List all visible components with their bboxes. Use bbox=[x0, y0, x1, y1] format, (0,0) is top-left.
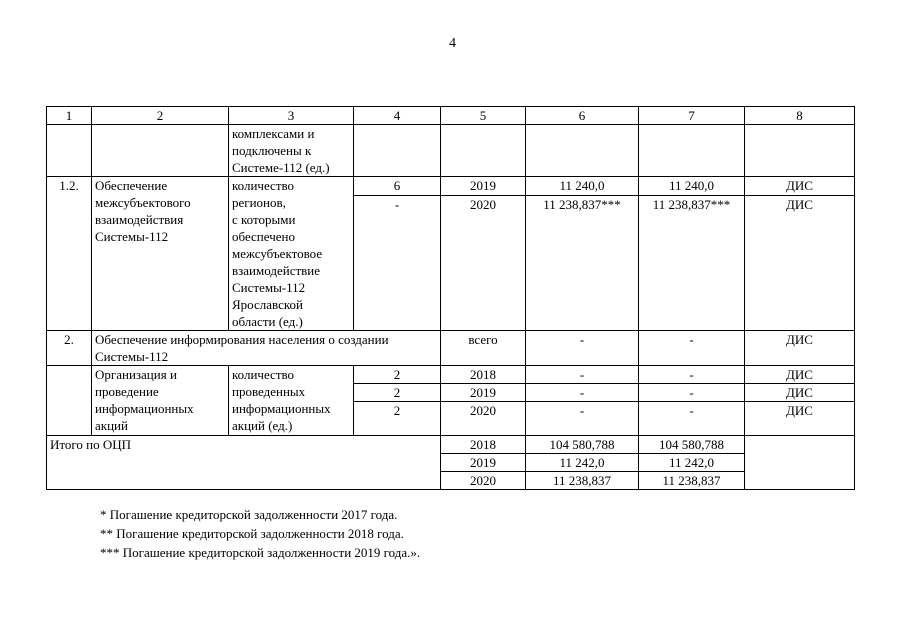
cell-empty bbox=[47, 366, 92, 436]
header-cell: 8 bbox=[745, 107, 855, 125]
sum-cell: 104 580,788 bbox=[639, 436, 745, 454]
year-cell: 2019 bbox=[441, 454, 526, 472]
value-cell: - bbox=[354, 196, 441, 331]
executor-cell: ДИС bbox=[745, 402, 855, 436]
cell-empty bbox=[745, 125, 855, 177]
header-cell: 1 bbox=[47, 107, 92, 125]
header-cell: 5 bbox=[441, 107, 526, 125]
footnote: *** Погашение кредиторской задолженности 2019 года.». bbox=[100, 545, 421, 560]
indicator-line: области (ед.) bbox=[232, 314, 303, 329]
year-cell: 2020 bbox=[441, 402, 526, 436]
header-cell: 3 bbox=[229, 107, 354, 125]
name-line: информационных bbox=[95, 401, 194, 416]
program-table bbox=[46, 106, 855, 490]
cell-empty bbox=[639, 125, 745, 177]
table-row bbox=[47, 177, 855, 196]
cell-empty bbox=[526, 125, 639, 177]
indicator-cell bbox=[229, 125, 354, 177]
indicator-line: Системы-112 bbox=[232, 280, 306, 295]
sum-cell: - bbox=[639, 331, 745, 366]
footnotes bbox=[100, 505, 420, 562]
sum-cell: 11 240,0 bbox=[639, 177, 745, 196]
name-line: взаимодействия bbox=[95, 212, 184, 227]
indicator-line: с которыми bbox=[232, 212, 296, 227]
indicator-line: Ярославской bbox=[232, 297, 303, 312]
value-cell: 2 bbox=[354, 402, 441, 436]
year-cell: 2018 bbox=[441, 366, 526, 384]
footnote: ** Погашение кредиторской задолженности 2018 года. bbox=[100, 526, 404, 541]
sum-cell: 104 580,788 bbox=[526, 436, 639, 454]
sum-cell: - bbox=[526, 402, 639, 436]
executor-cell: ДИС bbox=[745, 384, 855, 402]
header-cell: 2 bbox=[92, 107, 229, 125]
indicator-line: межсубъектовое bbox=[232, 246, 323, 261]
indicator-line: взаимодействие bbox=[232, 263, 321, 278]
activity-name bbox=[92, 177, 229, 331]
year-cell: 2018 bbox=[441, 436, 526, 454]
continuation-row bbox=[47, 125, 855, 177]
sum-cell: - bbox=[526, 366, 639, 384]
sum-cell: - bbox=[526, 384, 639, 402]
year-cell: 2019 bbox=[441, 384, 526, 402]
total-row bbox=[47, 436, 855, 454]
indicator-line: регионов, bbox=[232, 195, 286, 210]
header-cell: 4 bbox=[354, 107, 441, 125]
sum-cell: - bbox=[639, 384, 745, 402]
footnote: * Погашение кредиторской задолженности 2017 года. bbox=[100, 507, 398, 522]
cell-empty bbox=[47, 125, 92, 177]
sum-cell: 11 238,837 bbox=[526, 472, 639, 490]
header-cell: 6 bbox=[526, 107, 639, 125]
name-line: акций bbox=[95, 418, 128, 433]
header-cell: 7 bbox=[639, 107, 745, 125]
cell-empty bbox=[745, 436, 855, 490]
year-cell: 2020 bbox=[441, 472, 526, 490]
sum-cell: 11 240,0 bbox=[526, 177, 639, 196]
table-row bbox=[47, 366, 855, 384]
header-row bbox=[47, 107, 855, 125]
sum-cell: 11 238,837*** bbox=[526, 196, 639, 331]
value-cell: 6 bbox=[354, 177, 441, 196]
total-label: Итого по ОЦП bbox=[47, 436, 441, 490]
indicator-line: комплексами и bbox=[232, 126, 315, 141]
name-line: межсубъектового bbox=[95, 195, 191, 210]
year-cell: 2020 bbox=[441, 196, 526, 331]
name-line: проведение bbox=[95, 384, 159, 399]
indicator-line: информационных bbox=[232, 401, 331, 416]
name-line: Организация и bbox=[95, 367, 177, 382]
row-number: 1.2. bbox=[47, 177, 92, 331]
sum-cell: 11 242,0 bbox=[526, 454, 639, 472]
name-line: Обеспечение bbox=[95, 178, 168, 193]
activity-name bbox=[92, 331, 441, 366]
sum-cell: 11 242,0 bbox=[639, 454, 745, 472]
sum-cell: - bbox=[526, 331, 639, 366]
page-number: 4 bbox=[449, 36, 456, 51]
sum-cell: - bbox=[639, 402, 745, 436]
sum-cell: - bbox=[639, 366, 745, 384]
indicator-cell bbox=[229, 177, 354, 331]
indicator-line: Системе-112 (ед.) bbox=[232, 160, 330, 175]
indicator-line: количество bbox=[232, 178, 295, 193]
name-line: Системы-112 bbox=[95, 229, 169, 244]
indicator-line: подключены к bbox=[232, 143, 312, 158]
sum-cell: 11 238,837*** bbox=[639, 196, 745, 331]
table-row bbox=[47, 331, 855, 366]
cell-empty bbox=[92, 125, 229, 177]
row-number: 2. bbox=[47, 331, 92, 366]
cell-empty bbox=[354, 125, 441, 177]
executor-cell: ДИС bbox=[745, 177, 855, 196]
executor-cell: ДИС bbox=[745, 196, 855, 331]
value-cell: 2 bbox=[354, 384, 441, 402]
year-cell: 2019 bbox=[441, 177, 526, 196]
name-line: Системы-112 bbox=[95, 349, 169, 364]
indicator-line: проведенных bbox=[232, 384, 306, 399]
activity-name bbox=[92, 366, 229, 436]
executor-cell: ДИС bbox=[745, 366, 855, 384]
indicator-line: акций (ед.) bbox=[232, 418, 293, 433]
indicator-cell bbox=[229, 366, 354, 436]
name-line: Обеспечение информирования населения о создании bbox=[95, 332, 389, 347]
indicator-line: количество bbox=[232, 367, 295, 382]
executor-cell: ДИС bbox=[745, 331, 855, 366]
year-cell: всего bbox=[441, 331, 526, 366]
cell-empty bbox=[441, 125, 526, 177]
value-cell: 2 bbox=[354, 366, 441, 384]
indicator-line: обеспечено bbox=[232, 229, 295, 244]
sum-cell: 11 238,837 bbox=[639, 472, 745, 490]
